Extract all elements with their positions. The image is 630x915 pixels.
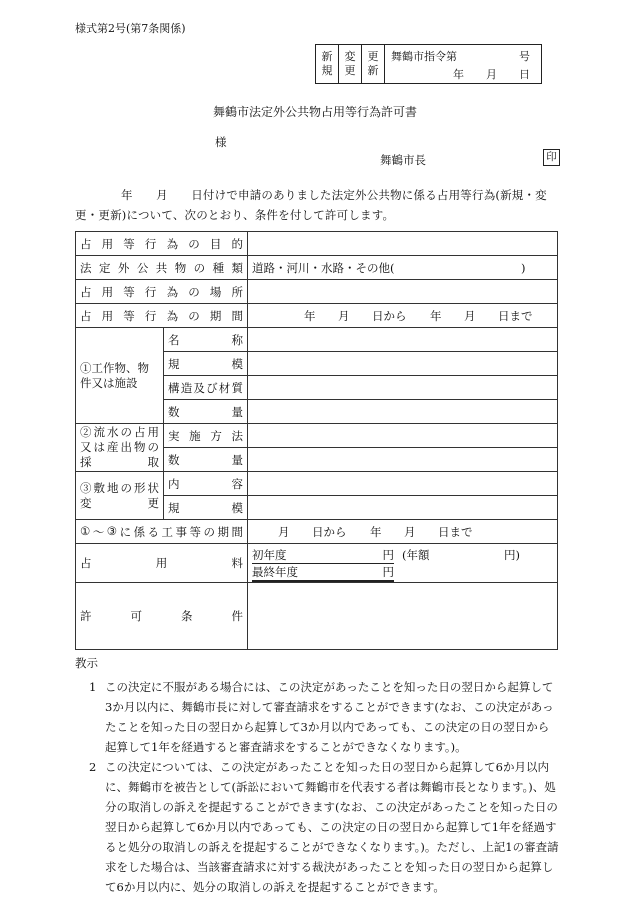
group3-label: ③敷地の形状変更 [76,472,164,520]
g1-scale-label: 規 模 [164,352,248,376]
g1-scale-value [248,352,558,376]
date-day: 日 [519,68,530,81]
group2-label: ②流水の占用又は産出物の採取 [76,424,164,472]
period-label: 占 用 等 行 為 の 期 間 [76,304,248,328]
new-cell: 新 規 [316,45,339,84]
document-title: 舞鶴市法定外公共物占用等行為許可書 [212,105,417,119]
directive-number-cell [385,45,542,84]
table-row [76,520,558,544]
g2-quantity-value [248,448,558,472]
table-row [76,304,558,328]
form-number-label: 様式第2号(第7条関係) [75,22,186,35]
notes-heading: 教示 [75,656,98,670]
type-value: 道路・河川・水路・その他( ) [248,256,558,280]
g3-content-value [248,472,558,496]
permit-details-table [75,231,558,650]
table-row [76,328,558,352]
note-text: この決定に不服がある場合には、この決定があったことを知った日の翌日から起算して3か月以内に、舞鶴市長に対して審査請求をすることができます(なお、この決定があったことを知った日の翌日から起算して3か月以内であっても、この決定の日の翌日から起算して1年を経過すると審査請求をすることができなくなります。)。 [105,680,554,754]
conditions-value [248,583,558,650]
place-label: 占 用 等 行 為 の 場 所 [76,280,248,304]
g1-quantity-value [248,400,558,424]
directive-number-label: 舞鶴市指令第 [391,50,457,63]
table-row [76,280,558,304]
note-item [75,677,559,757]
g1-name-value [248,328,558,352]
g1-name-label: 名 称 [164,328,248,352]
date-month: 月 [486,68,497,81]
type-label: 法 定 外 公 共 物 の 種 類 [76,256,248,280]
place-value [248,280,558,304]
g2-quantity-label: 数 量 [164,448,248,472]
approval-number-box [315,44,542,84]
works-period-label: ① ～ ③ に 係 る 工 事 等 の 期 間 [76,520,248,544]
g1-material-value [248,376,558,400]
note-item [75,757,559,897]
fee-value: 初年度 円 (年額 円) 最終年度 円 [248,544,558,583]
date-year: 年 [453,68,464,81]
table-row [76,583,558,650]
g3-content-label: 内 容 [164,472,248,496]
table-row [76,256,558,280]
issuer-name: 舞鶴市長 [380,153,426,167]
note-number: 1 [89,680,97,694]
change-cell: 変 更 [339,45,362,84]
table-row [76,424,558,448]
renewal-cell: 更 新 [362,45,385,84]
number-suffix: 号 [519,50,530,63]
g2-method-value [248,424,558,448]
g3-scale-label: 規 模 [164,496,248,520]
note-number: 2 [89,760,97,774]
fee-label: 占 用 料 [76,544,248,583]
group1-label: ①工作物、物件又は施設 [76,328,164,424]
addressee-suffix: 様 [215,135,227,149]
g3-scale-value [248,496,558,520]
g1-material-label: 構 造 及 び 材 質 [164,376,248,400]
intro-text: 年 月 日付けで申請のありました法定外公共物に係る占用等行為(新規・変更・更新)について、次のとおり、条件を付して許可します。 [75,188,547,222]
table-row [76,232,558,256]
g1-quantity-label: 数 量 [164,400,248,424]
purpose-label: 占 用 等 行 為 の 目 的 [76,232,248,256]
works-period-value: 月 日から 年 月 日まで [248,520,558,544]
g2-method-label: 実 施 方 法 [164,424,248,448]
table-row [76,544,558,583]
purpose-value [248,232,558,256]
note-text: この決定については、この決定があったことを知った日の翌日から起算して6か月以内に、舞鶴市を被告として(訴訟において舞鶴市を代表する者は舞鶴市長となります。)、処分の取消しの訴えを提起することができます(なお、この決定があったことを知った日の翌日から起算して6か月以内であっても、この決定の日の翌日から起算して1年を経過すると処分の取消しの訴えを提起することができなくなります。)。ただし、上記1の審査請求をした場合は、当該審査請求に対する裁決があったことを知った日の翌日から起算して6か月以内に、処分の取消しの訴えを提起することができます。 [105,760,559,894]
seal-mark: 印 [543,149,560,166]
table-row [76,472,558,496]
conditions-label: 許 可 条 件 [76,583,248,650]
period-value: 年 月 日から 年 月 日まで [248,304,558,328]
